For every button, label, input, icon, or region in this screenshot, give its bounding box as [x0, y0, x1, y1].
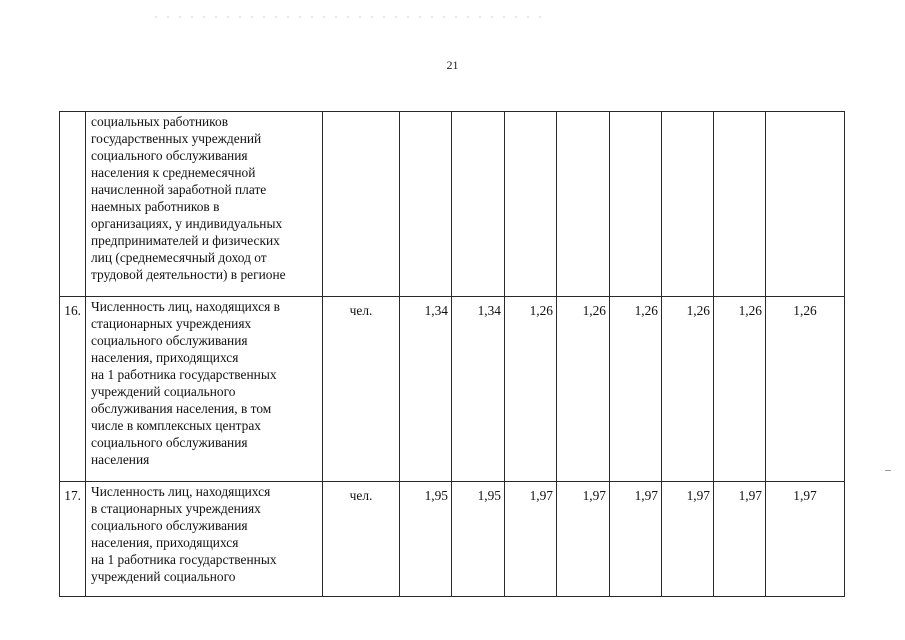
description-line: Численность лиц, находящихся в	[91, 299, 280, 314]
value-cell	[505, 112, 557, 297]
value-cell: 1,97	[505, 482, 557, 597]
value-cell: 1,97	[714, 482, 766, 597]
description-line: социального обслуживания	[91, 518, 248, 533]
value-cell	[662, 112, 714, 297]
value-cell: 1,95	[400, 482, 452, 597]
value-cell	[610, 112, 662, 297]
description-line: социальных работников	[91, 114, 229, 129]
description-line: населения, приходящихся	[91, 350, 239, 365]
indicators-table	[59, 111, 845, 597]
scan-margin-mark	[885, 470, 891, 471]
description-line: наемных работников в	[91, 199, 220, 214]
table-row	[60, 112, 845, 297]
description-line: на 1 работника государственных	[91, 552, 277, 567]
table-row	[60, 297, 845, 482]
description-line: социального обслуживания	[91, 148, 248, 163]
value-cell	[400, 112, 452, 297]
page-number: 21	[446, 58, 459, 72]
description-line: социального обслуживания	[91, 333, 248, 348]
row-number: 17.	[60, 482, 86, 597]
value-cell: 1,95	[452, 482, 505, 597]
description-line: организациях, у индивидуальных	[91, 216, 283, 231]
description-line: учреждений социального	[91, 569, 236, 584]
description-line: населения, приходящихся	[91, 535, 239, 550]
description-line: населения	[91, 452, 150, 467]
value-cell	[714, 112, 766, 297]
unit-cell	[323, 112, 400, 297]
description-line: на 1 работника государственных	[91, 367, 277, 382]
description-line: социального обслуживания	[91, 435, 248, 450]
value-cell	[452, 112, 505, 297]
value-cell	[557, 112, 610, 297]
value-cell: 1,97	[662, 482, 714, 597]
value-cell: 1,26	[714, 297, 766, 482]
description-line: в стационарных учреждениях	[91, 501, 261, 516]
value-cell: 1,26	[557, 297, 610, 482]
indicator-description	[86, 112, 323, 297]
description-line: обслуживания населения, в том	[91, 401, 272, 416]
value-cell: 1,34	[400, 297, 452, 482]
description-line: числе в комплексных центрах	[91, 418, 261, 433]
header-scan-dots	[150, 16, 550, 18]
value-cell: 1,97	[557, 482, 610, 597]
value-cell	[766, 112, 845, 297]
description-line: предпринимателей и физических	[91, 233, 280, 248]
value-cell: 1,34	[452, 297, 505, 482]
description-line: учреждений социального	[91, 384, 236, 399]
unit-cell: чел.	[323, 297, 400, 482]
value-cell: 1,26	[505, 297, 557, 482]
unit-cell: чел.	[323, 482, 400, 597]
value-cell: 1,26	[662, 297, 714, 482]
value-cell: 1,97	[610, 482, 662, 597]
value-cell: 1,26	[766, 297, 845, 482]
table-row	[60, 482, 845, 597]
description-line: Численность лиц, находящихся	[91, 484, 271, 499]
value-cell: 1,97	[766, 482, 845, 597]
row-number: 16.	[60, 297, 86, 482]
indicator-description	[86, 482, 323, 597]
description-line: лиц (среднемесячный доход от	[91, 250, 267, 265]
description-line: трудовой деятельности) в регионе	[91, 267, 286, 282]
description-line: населения к среднемесячной	[91, 165, 256, 180]
description-line: начисленной заработной плате	[91, 182, 267, 197]
value-cell: 1,26	[610, 297, 662, 482]
row-number	[60, 112, 86, 297]
indicator-description	[86, 297, 323, 482]
description-line: стационарных учреждениях	[91, 316, 252, 331]
description-line: государственных учреждений	[91, 131, 262, 146]
